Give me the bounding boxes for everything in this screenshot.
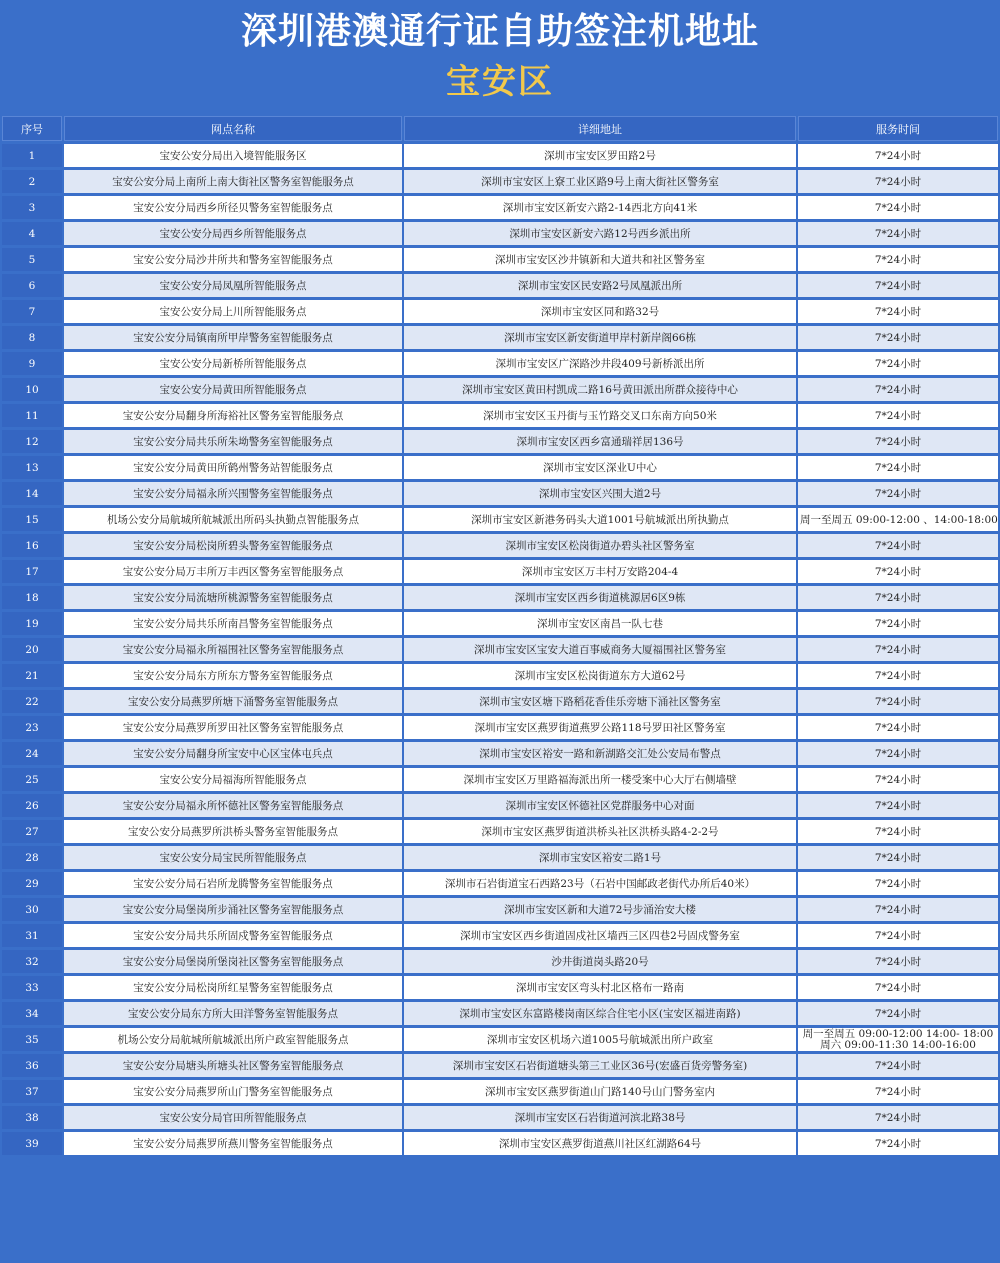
site-name: 宝安公安分局东方所大田洋警务室智能服务点 <box>64 1002 402 1025</box>
table-row <box>2 1002 998 1025</box>
header <box>0 0 1000 113</box>
site-address: 深圳市宝安区怀德社区党群服务中心对面 <box>404 794 796 817</box>
service-hours <box>798 482 998 505</box>
table-row <box>2 534 998 557</box>
service-hours-line: 7*24小时 <box>874 228 922 240</box>
service-hours-line: 7*24小时 <box>874 878 922 890</box>
site-name: 宝安公安分局燕罗所洪桥头警务室智能服务点 <box>64 820 402 843</box>
table-row <box>2 898 998 921</box>
service-hours <box>798 300 998 323</box>
table-row <box>2 1080 998 1103</box>
site-address: 深圳市宝安区民安路2号凤凰派出所 <box>404 274 796 297</box>
service-hours <box>798 1054 998 1077</box>
site-address: 深圳市宝安区松岗街道办碧头社区警务室 <box>404 534 796 557</box>
service-hours <box>798 950 998 973</box>
service-hours <box>798 560 998 583</box>
site-name: 宝安公安分局堡岗所步涌社区警务室智能服务点 <box>64 898 402 921</box>
site-address: 深圳市宝安区东富路楼岗南区综合住宅小区(宝安区福进南路) <box>404 1002 796 1025</box>
row-number: 10 <box>2 378 62 401</box>
site-address: 深圳市宝安区裕安一路和新湖路交汇处公安局布警点 <box>404 742 796 765</box>
table-row <box>2 1132 998 1155</box>
site-name: 宝安公安分局堡岗所堡岗社区警务室智能服务点 <box>64 950 402 973</box>
service-hours <box>798 898 998 921</box>
row-number: 6 <box>2 274 62 297</box>
site-name: 宝安公安分局宝民所智能服务点 <box>64 846 402 869</box>
table-row <box>2 352 998 375</box>
site-name: 宝安公安分局松岗所红星警务室智能服务点 <box>64 976 402 999</box>
site-name: 宝安公安分局万丰所万丰西区警务室智能服务点 <box>64 560 402 583</box>
service-hours-line: 7*24小时 <box>874 930 922 942</box>
table-row <box>2 456 998 479</box>
row-number: 2 <box>2 170 62 193</box>
table-row <box>2 274 998 297</box>
table-row <box>2 196 998 219</box>
site-address: 深圳市宝安区罗田路2号 <box>404 144 796 167</box>
site-address: 深圳市宝安区深业U中心 <box>404 456 796 479</box>
site-address: 深圳市宝安区万丰村万安路204-4 <box>404 560 796 583</box>
service-hours-line: 7*24小时 <box>874 1138 922 1150</box>
site-name: 宝安公安分局上南所上南大街社区警务室智能服务点 <box>64 170 402 193</box>
row-number: 34 <box>2 1002 62 1025</box>
row-number: 36 <box>2 1054 62 1077</box>
site-name: 宝安公安分局官田所智能服务点 <box>64 1106 402 1129</box>
service-hours <box>798 326 998 349</box>
site-name: 宝安公安分局镇南所甲岸警务室智能服务点 <box>64 326 402 349</box>
service-hours <box>798 534 998 557</box>
site-address: 深圳市宝安区新港务码头大道1001号航城派出所执勤点 <box>404 508 796 531</box>
table-row <box>2 508 998 531</box>
service-hours <box>798 872 998 895</box>
site-name: 宝安公安分局东方所东方警务室智能服务点 <box>64 664 402 687</box>
service-hours <box>798 1080 998 1103</box>
district-subtitle: 宝安区 <box>446 62 554 102</box>
site-address: 深圳市宝安区裕安二路1号 <box>404 846 796 869</box>
site-name: 宝安公安分局石岩所龙腾警务室智能服务点 <box>64 872 402 895</box>
row-number: 38 <box>2 1106 62 1129</box>
service-hours-line: 7*24小时 <box>874 670 922 682</box>
row-number: 11 <box>2 404 62 427</box>
site-address: 深圳市宝安区燕罗街道燕川社区红湖路64号 <box>404 1132 796 1155</box>
site-name: 宝安公安分局流塘所桃源警务室智能服务点 <box>64 586 402 609</box>
service-hours-line: 7*24小时 <box>874 748 922 760</box>
site-name: 宝安公安分局共乐所固戍警务室智能服务点 <box>64 924 402 947</box>
column-header-name: 网点名称 <box>64 116 402 141</box>
service-hours-line: 周一至周五 09:00-12:00 、14:00-18:00 <box>800 514 998 526</box>
row-number: 9 <box>2 352 62 375</box>
row-number: 14 <box>2 482 62 505</box>
site-name: 宝安公安分局松岗所碧头警务室智能服务点 <box>64 534 402 557</box>
service-hours <box>798 664 998 687</box>
row-number: 26 <box>2 794 62 817</box>
service-hours <box>798 222 998 245</box>
table-row <box>2 482 998 505</box>
row-number: 29 <box>2 872 62 895</box>
row-number: 21 <box>2 664 62 687</box>
table-row <box>2 638 998 661</box>
row-number: 5 <box>2 248 62 271</box>
row-number: 22 <box>2 690 62 713</box>
table-row <box>2 612 998 635</box>
service-hours <box>798 612 998 635</box>
row-number: 35 <box>2 1028 62 1051</box>
site-name: 宝安公安分局黄田所智能服务点 <box>64 378 402 401</box>
table-row <box>2 222 998 245</box>
table-row <box>2 950 998 973</box>
service-hours-line: 7*24小时 <box>874 150 922 162</box>
site-address: 深圳市宝安区广深路沙井段409号新桥派出所 <box>404 352 796 375</box>
service-hours-line: 7*24小时 <box>874 644 922 656</box>
row-number: 19 <box>2 612 62 635</box>
row-number: 28 <box>2 846 62 869</box>
table-row <box>2 1054 998 1077</box>
service-hours-line: 7*24小时 <box>874 618 922 630</box>
site-address: 深圳市宝安区石岩街道塘头第三工业区36号(宏盛百货旁警务室) <box>404 1054 796 1077</box>
table-row <box>2 248 998 271</box>
row-number: 20 <box>2 638 62 661</box>
site-name: 宝安公安分局塘头所塘头社区警务室智能服务点 <box>64 1054 402 1077</box>
service-hours <box>798 170 998 193</box>
site-name: 宝安公安分局福永所怀德社区警务室智能服务点 <box>64 794 402 817</box>
site-address: 深圳市宝安区燕罗街道洪桥头社区洪桥头路4-2-2号 <box>404 820 796 843</box>
row-number: 25 <box>2 768 62 791</box>
service-hours <box>798 248 998 271</box>
site-name: 宝安公安分局新桥所智能服务点 <box>64 352 402 375</box>
site-address: 深圳市宝安区新安六路12号西乡派出所 <box>404 222 796 245</box>
service-hours-line: 7*24小时 <box>874 410 922 422</box>
service-hours-line: 7*24小时 <box>874 800 922 812</box>
table-row <box>2 326 998 349</box>
service-hours-line: 7*24小时 <box>874 904 922 916</box>
site-name: 宝安公安分局福海所智能服务点 <box>64 768 402 791</box>
table-row <box>2 170 998 193</box>
site-name: 宝安公安分局福永所福围社区警务室智能服务点 <box>64 638 402 661</box>
row-number: 23 <box>2 716 62 739</box>
row-number: 7 <box>2 300 62 323</box>
service-hours <box>798 456 998 479</box>
site-name: 宝安公安分局黄田所鹤州警务站智能服务点 <box>64 456 402 479</box>
site-address: 深圳市宝安区燕罗街道燕罗公路118号罗田社区警务室 <box>404 716 796 739</box>
site-name: 宝安公安分局燕罗所燕川警务室智能服务点 <box>64 1132 402 1155</box>
service-hours-line: 7*24小时 <box>874 826 922 838</box>
service-hours-line: 7*24小时 <box>874 1008 922 1020</box>
service-hours <box>798 430 998 453</box>
column-header-address: 详细地址 <box>404 116 796 141</box>
table-row <box>2 872 998 895</box>
service-hours <box>798 1002 998 1025</box>
service-hours-line: 周一至周五 09:00-12:00 14:00- 18:00 <box>802 1028 994 1040</box>
site-name: 宝安公安分局燕罗所塘下涌警务室智能服务点 <box>64 690 402 713</box>
site-address: 深圳市宝安区西乡富通瑞祥居136号 <box>404 430 796 453</box>
site-name: 宝安公安分局西乡所径贝警务室智能服务点 <box>64 196 402 219</box>
site-address: 深圳市宝安区黄田村凯成二路16号黄田派出所群众接待中心 <box>404 378 796 401</box>
service-hours <box>798 508 998 531</box>
row-number: 3 <box>2 196 62 219</box>
row-number: 32 <box>2 950 62 973</box>
service-hours-line: 7*24小时 <box>874 202 922 214</box>
table-row <box>2 716 998 739</box>
row-number: 16 <box>2 534 62 557</box>
column-header-no: 序号 <box>2 116 62 141</box>
site-address: 深圳市石岩街道宝石西路23号（石岩中国邮政老街代办所后40米） <box>404 872 796 895</box>
row-number: 4 <box>2 222 62 245</box>
table-row <box>2 690 998 713</box>
table-row <box>2 664 998 687</box>
site-name: 宝安公安分局出入境智能服务区 <box>64 144 402 167</box>
site-address: 深圳市宝安区万里路福海派出所一楼受案中心大厅右侧墙壁 <box>404 768 796 791</box>
table-row <box>2 976 998 999</box>
site-address: 深圳市宝安区兴围大道2号 <box>404 482 796 505</box>
row-number: 30 <box>2 898 62 921</box>
service-hours <box>798 794 998 817</box>
site-address: 深圳市宝安区新安街道甲岸村新岸阁66栋 <box>404 326 796 349</box>
site-address: 深圳市宝安区新和大道72号步涌治安大楼 <box>404 898 796 921</box>
service-hours-line: 7*24小时 <box>874 332 922 344</box>
service-hours <box>798 1106 998 1129</box>
table-row <box>2 430 998 453</box>
site-name: 机场公安分局航城所航城派出所码头执勤点智能服务点 <box>64 508 402 531</box>
service-hours-line: 7*24小时 <box>874 1112 922 1124</box>
table-row <box>2 404 998 427</box>
site-address: 深圳市宝安区上寮工业区路9号上南大街社区警务室 <box>404 170 796 193</box>
table-body <box>2 144 998 1155</box>
row-number: 37 <box>2 1080 62 1103</box>
service-hours-line: 7*24小时 <box>874 774 922 786</box>
service-hours <box>798 1132 998 1155</box>
site-name: 宝安公安分局翻身所宝安中心区宝体屯兵点 <box>64 742 402 765</box>
sites-table <box>0 113 1000 1158</box>
row-number: 24 <box>2 742 62 765</box>
row-number: 8 <box>2 326 62 349</box>
row-number: 39 <box>2 1132 62 1155</box>
service-hours <box>798 144 998 167</box>
service-hours-line: 7*24小时 <box>874 254 922 266</box>
service-hours <box>798 378 998 401</box>
row-number: 1 <box>2 144 62 167</box>
service-hours <box>798 768 998 791</box>
service-hours-line: 7*24小时 <box>874 1060 922 1072</box>
site-address: 深圳市宝安区沙井镇新和大道共和社区警务室 <box>404 248 796 271</box>
table-row <box>2 560 998 583</box>
site-address: 深圳市宝安区弯头村北区格布一路南 <box>404 976 796 999</box>
site-name: 机场公安分局航城所航城派出所户政室智能服务点 <box>64 1028 402 1051</box>
table-row <box>2 300 998 323</box>
row-number: 27 <box>2 820 62 843</box>
service-hours-line: 7*24小时 <box>874 852 922 864</box>
page-title: 深圳港澳通行证自助签注机地址 <box>240 11 759 52</box>
site-address: 深圳市宝安区燕罗街道山门路140号山门警务室内 <box>404 1080 796 1103</box>
service-hours <box>798 924 998 947</box>
service-hours-line: 7*24小时 <box>874 540 922 552</box>
service-hours-line: 7*24小时 <box>874 488 922 500</box>
site-name: 宝安公安分局福永所兴围警务室智能服务点 <box>64 482 402 505</box>
service-hours-line: 7*24小时 <box>874 306 922 318</box>
site-name: 宝安公安分局翻身所海裕社区警务室智能服务点 <box>64 404 402 427</box>
table-row <box>2 586 998 609</box>
site-name: 宝安公安分局共乐所南昌警务室智能服务点 <box>64 612 402 635</box>
table-row <box>2 768 998 791</box>
site-name: 宝安公安分局燕罗所山门警务室智能服务点 <box>64 1080 402 1103</box>
site-address: 深圳市宝安区塘下路稻花香佳乐旁塘下涌社区警务室 <box>404 690 796 713</box>
service-hours <box>798 690 998 713</box>
row-number: 13 <box>2 456 62 479</box>
service-hours <box>798 352 998 375</box>
service-hours-line: 7*24小时 <box>874 1086 922 1098</box>
table-row <box>2 1028 998 1051</box>
service-hours-line: 7*24小时 <box>874 982 922 994</box>
site-address: 深圳市宝安区石岩街道河滨北路38号 <box>404 1106 796 1129</box>
service-hours <box>798 716 998 739</box>
table-row <box>2 1106 998 1129</box>
service-hours-line: 7*24小时 <box>874 696 922 708</box>
service-hours <box>798 820 998 843</box>
site-name: 宝安公安分局沙井所共和警务室智能服务点 <box>64 248 402 271</box>
site-address: 深圳市宝安区南昌一队七巷 <box>404 612 796 635</box>
row-number: 17 <box>2 560 62 583</box>
service-hours-line: 7*24小时 <box>874 956 922 968</box>
service-hours <box>798 404 998 427</box>
site-name: 宝安公安分局凤凰所智能服务点 <box>64 274 402 297</box>
site-address: 深圳市宝安区宝安大道百事威商务大厦福围社区警务室 <box>404 638 796 661</box>
site-address: 深圳市宝安区同和路32号 <box>404 300 796 323</box>
service-hours-line: 7*24小时 <box>874 358 922 370</box>
service-hours <box>798 638 998 661</box>
site-name: 宝安公安分局西乡所智能服务点 <box>64 222 402 245</box>
row-number: 18 <box>2 586 62 609</box>
site-name: 宝安公安分局共乐所朱坳警务室智能服务点 <box>64 430 402 453</box>
table-row <box>2 378 998 401</box>
site-address: 深圳市宝安区玉丹街与玉竹路交叉口东南方向50米 <box>404 404 796 427</box>
service-hours <box>798 586 998 609</box>
site-address: 深圳市宝安区西乡街道桃源居6区9栋 <box>404 586 796 609</box>
service-hours-line: 7*24小时 <box>874 462 922 474</box>
row-number: 15 <box>2 508 62 531</box>
table-row <box>2 846 998 869</box>
service-hours-line: 周六 09:00-11:30 14:00-16:00 <box>820 1038 976 1051</box>
service-hours-line: 7*24小时 <box>874 436 922 448</box>
table-row <box>2 820 998 843</box>
site-address: 深圳市宝安区机场六道1005号航城派出所户政室 <box>404 1028 796 1051</box>
site-address: 深圳市宝安区松岗街道东方大道62号 <box>404 664 796 687</box>
service-hours <box>798 742 998 765</box>
row-number: 12 <box>2 430 62 453</box>
row-number: 31 <box>2 924 62 947</box>
site-name: 宝安公安分局燕罗所罗田社区警务室智能服务点 <box>64 716 402 739</box>
site-address: 沙井街道岗头路20号 <box>404 950 796 973</box>
site-name: 宝安公安分局上川所智能服务点 <box>64 300 402 323</box>
service-hours-line: 7*24小时 <box>874 384 922 396</box>
service-hours-line: 7*24小时 <box>874 592 922 604</box>
column-header-hours: 服务时间 <box>798 116 998 141</box>
site-address: 深圳市宝安区新安六路2-14西北方向41米 <box>404 196 796 219</box>
service-hours <box>798 274 998 297</box>
row-number: 33 <box>2 976 62 999</box>
service-hours <box>798 846 998 869</box>
service-hours-line: 7*24小时 <box>874 176 922 188</box>
site-address: 深圳市宝安区西乡街道固戍社区墙西三区四巷2号固戍警务室 <box>404 924 796 947</box>
table-row <box>2 144 998 167</box>
service-hours-line: 7*24小时 <box>874 280 922 292</box>
service-hours <box>798 196 998 219</box>
table-row <box>2 924 998 947</box>
table-row <box>2 742 998 765</box>
service-hours-line: 7*24小时 <box>874 566 922 578</box>
table-header-row <box>2 116 998 141</box>
table-row <box>2 794 998 817</box>
service-hours <box>798 1028 998 1051</box>
service-hours-line: 7*24小时 <box>874 722 922 734</box>
service-hours <box>798 976 998 999</box>
